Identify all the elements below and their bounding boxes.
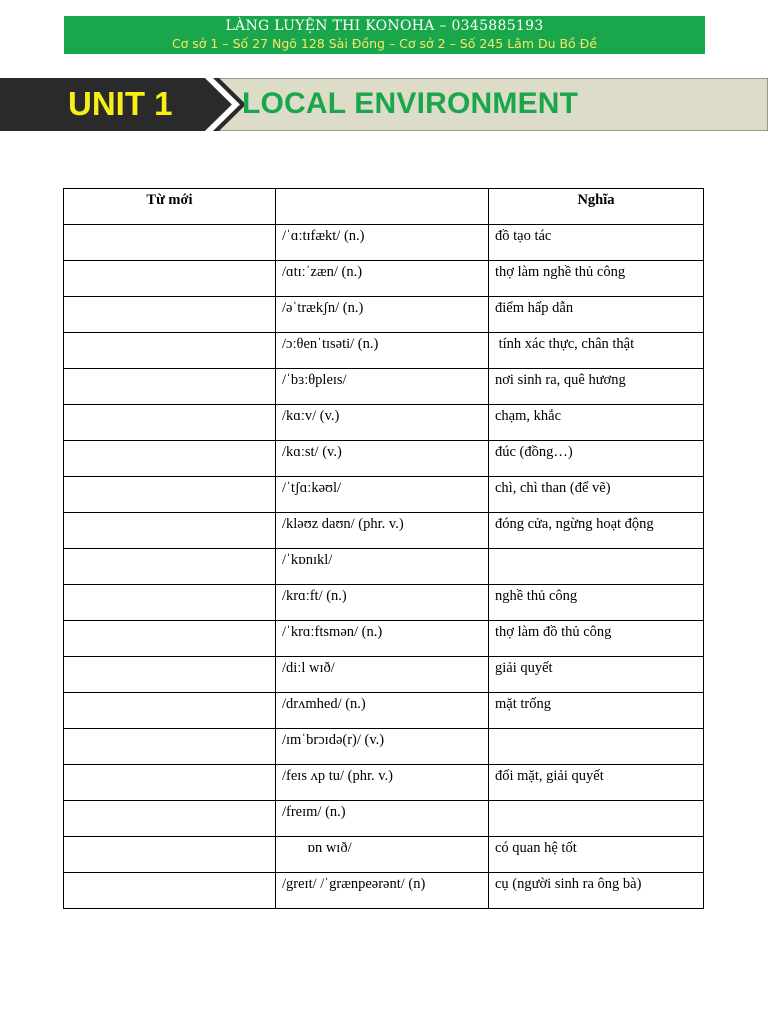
vocabulary-table — [63, 188, 704, 909]
banner-title: LÀNG LUYỆN THI KONOHA – 0345885193 — [225, 18, 544, 34]
meaning-cell — [489, 729, 704, 765]
meaning-cell — [489, 549, 704, 585]
word-cell — [64, 369, 276, 405]
word-cell — [64, 441, 276, 477]
meaning-cell: chì, chì than (để vẽ) — [489, 477, 704, 513]
banner-address: Cơ sở 1 – Số 27 Ngõ 128 Sài Đồng – Cơ sở 2 – Số 245 Lâm Du Bồ Đề — [171, 36, 598, 51]
header-banner — [64, 16, 705, 54]
table-row — [64, 729, 704, 765]
table-row — [64, 477, 704, 513]
table-row — [64, 549, 704, 585]
word-cell — [64, 693, 276, 729]
table-row — [64, 693, 704, 729]
pronunciation-cell: /ˈkrɑːftsmən/ (n.) — [276, 621, 489, 657]
table-row — [64, 657, 704, 693]
meaning-cell: nghề thủ công — [489, 585, 704, 621]
meaning-cell — [489, 801, 704, 837]
pronunciation-cell: /ɪmˈbrɔɪdə(r)/ (v.) — [276, 729, 489, 765]
meaning-cell: giải quyết — [489, 657, 704, 693]
table-row — [64, 837, 704, 873]
pronunciation-cell: /greɪt/ /ˈgrænpeərənt/ (n) — [276, 873, 489, 909]
pronunciation-cell: /ɑtɪːˈzæn/ (n.) — [276, 261, 489, 297]
word-cell — [64, 225, 276, 261]
pronunciation-cell: /əˈtrækʃn/ (n.) — [276, 297, 489, 333]
pronunciation-cell: /diːl wɪð/ — [276, 657, 489, 693]
pronunciation-cell: /ˈbɜːθpleɪs/ — [276, 369, 489, 405]
word-cell — [64, 837, 276, 873]
meaning-cell: thợ làm nghề thủ công — [489, 261, 704, 297]
table-row — [64, 297, 704, 333]
table-row — [64, 585, 704, 621]
table-row — [64, 873, 704, 909]
table-row — [64, 333, 704, 369]
word-cell — [64, 585, 276, 621]
pronunciation-cell: ɒn wɪð/ — [276, 837, 489, 873]
meaning-cell: điểm hấp dẫn — [489, 297, 704, 333]
header-word: Từ mới — [64, 189, 276, 225]
word-cell — [64, 297, 276, 333]
word-cell — [64, 333, 276, 369]
meaning-cell: mặt trống — [489, 693, 704, 729]
pronunciation-cell: /kləʊz daʊn/ (phr. v.) — [276, 513, 489, 549]
word-cell — [64, 801, 276, 837]
pronunciation-cell: /krɑːft/ (n.) — [276, 585, 489, 621]
table-row — [64, 225, 704, 261]
word-cell — [64, 261, 276, 297]
header-meaning: Nghĩa — [489, 189, 704, 225]
pronunciation-cell: /feɪs ʌp tu/ (phr. v.) — [276, 765, 489, 801]
table-row — [64, 513, 704, 549]
table-body — [64, 225, 704, 909]
meaning-cell: có quan hệ tốt — [489, 837, 704, 873]
table-row — [64, 261, 704, 297]
meaning-cell: đồ tạo tác — [489, 225, 704, 261]
header-pronunciation — [276, 189, 489, 225]
table-row — [64, 441, 704, 477]
table-row — [64, 765, 704, 801]
meaning-cell: chạm, khắc — [489, 405, 704, 441]
table-row — [64, 801, 704, 837]
word-cell — [64, 477, 276, 513]
table-row — [64, 405, 704, 441]
pronunciation-cell: /ˈkɒnɪkl/ — [276, 549, 489, 585]
meaning-cell: đối mặt, giải quyết — [489, 765, 704, 801]
table-row — [64, 369, 704, 405]
table-header-row — [64, 189, 704, 225]
meaning-cell: đóng cửa, ngừng hoạt động — [489, 513, 704, 549]
word-cell — [64, 621, 276, 657]
word-cell — [64, 873, 276, 909]
meaning-cell: nơi sinh ra, quê hương — [489, 369, 704, 405]
pronunciation-cell: /kɑːst/ (v.) — [276, 441, 489, 477]
meaning-cell: tính xác thực, chân thật — [489, 333, 704, 369]
unit-header-bar — [0, 78, 768, 131]
table-row — [64, 621, 704, 657]
word-cell — [64, 657, 276, 693]
word-cell — [64, 549, 276, 585]
pronunciation-cell: /ˈɑːtɪfækt/ (n.) — [276, 225, 489, 261]
word-cell — [64, 513, 276, 549]
word-cell — [64, 765, 276, 801]
pronunciation-cell: /kɑːv/ (v.) — [276, 405, 489, 441]
pronunciation-cell: /drʌmhed/ (n.) — [276, 693, 489, 729]
unit-title: LOCAL ENVIRONMENT — [242, 87, 579, 120]
pronunciation-cell: /ˈtʃɑːkəʊl/ — [276, 477, 489, 513]
pronunciation-cell: /ɔːθenˈtɪsəti/ (n.) — [276, 333, 489, 369]
unit-number: UNIT 1 — [68, 85, 173, 122]
meaning-cell: đúc (đồng…) — [489, 441, 704, 477]
meaning-cell: cụ (người sinh ra ông bà) — [489, 873, 704, 909]
word-cell — [64, 405, 276, 441]
pronunciation-cell: /freɪm/ (n.) — [276, 801, 489, 837]
meaning-cell: thợ làm đồ thủ công — [489, 621, 704, 657]
word-cell — [64, 729, 276, 765]
